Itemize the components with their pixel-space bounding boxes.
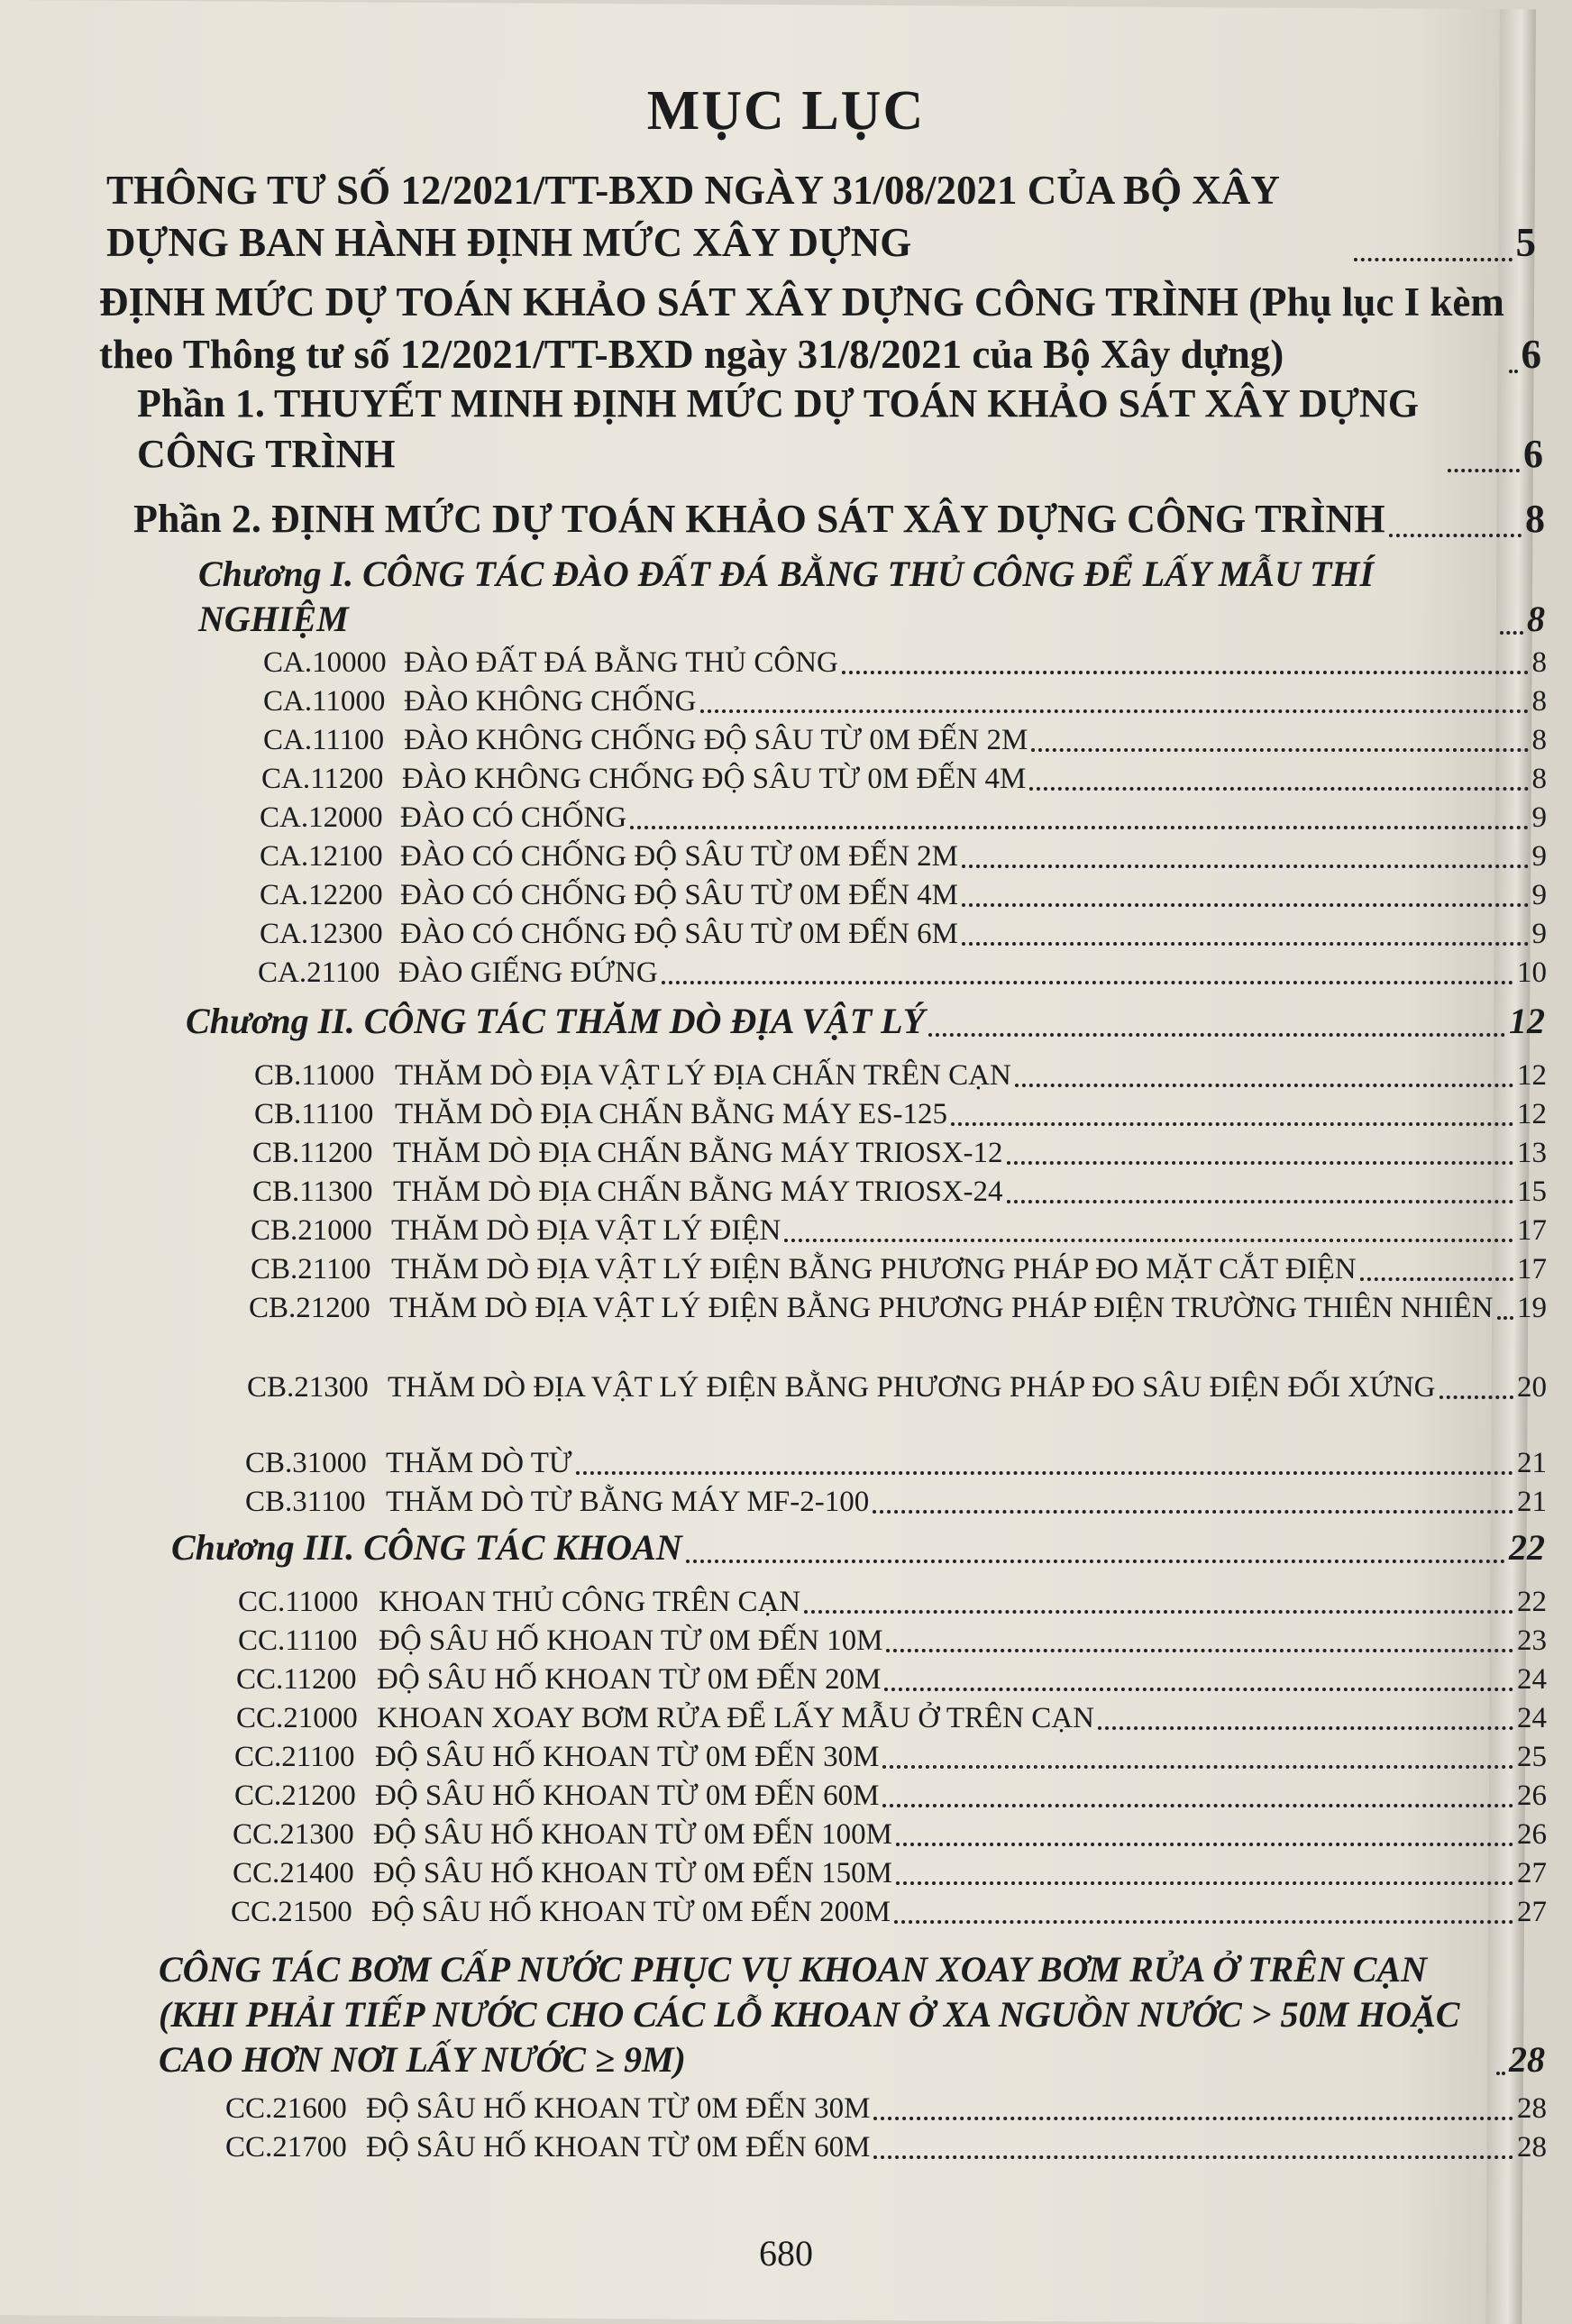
toc-entry [247,1368,1547,1406]
toc-entry [260,876,1547,914]
toc-entry [263,682,1547,720]
toc-entry-text: THĂM DÒ ĐỊA CHẤN BẰNG MÁY ES-125 [395,1098,947,1130]
toc-entry-page: 9 [1531,840,1547,873]
toc-entry [251,1212,1547,1249]
toc-entry-code: CB.21000 [251,1214,372,1247]
toc-entry-page: 9 [1531,918,1547,950]
leader-dots [951,1119,1513,1126]
toc-entry-code: CB.11200 [252,1137,373,1169]
toc-entry-page: 25 [1517,1741,1547,1773]
toc-entry [234,1738,1547,1776]
toc-entry-text: ĐÀO GIẾNG ĐỨNG [398,956,658,989]
leader-dots [896,1878,1513,1885]
toc-entry-page: 23 [1517,1624,1547,1657]
toc-entry-code: CB.21100 [251,1253,371,1286]
toc-entry-code: CC.11200 [236,1663,357,1696]
toc-entry [234,1777,1547,1815]
leader-dots [1497,1313,1513,1320]
toc-entry [260,799,1547,837]
toc-entry [99,276,1541,380]
toc-entry-page: 8 [1527,599,1545,639]
toc-entry-text: ĐÀO CÓ CHỐNG ĐỘ SÂU TỪ 0M ĐẾN 2M [400,840,959,873]
toc-entry-code: CB.11300 [252,1176,373,1208]
toc-entry-page: 21 [1517,1486,1547,1518]
toc-entry-code: CA.12000 [260,801,383,834]
toc-entry-code: CB.31100 [245,1486,366,1518]
leader-dots [1007,1196,1513,1203]
toc-entry-page: 6 [1523,432,1543,476]
leader-dots [686,1556,1505,1563]
toc-entry [236,1661,1547,1698]
leader-dots [884,1684,1513,1691]
toc-entry-code: CB.11100 [254,1098,374,1130]
toc-entry [231,1893,1547,1931]
toc-entry-text: THĂM DÒ ĐỊA VẬT LÝ ĐIỆN BẰNG PHƯƠNG PHÁP ĐO MẶT CẮT ĐIỆN [391,1253,1357,1286]
toc-entry-page: 24 [1517,1702,1547,1734]
toc-entry [251,1250,1547,1288]
leader-dots [886,1645,1513,1652]
leader-dots [896,1839,1513,1846]
toc-entry-page: 8 [1531,724,1547,756]
toc-entry-page: 6 [1521,332,1541,377]
toc-entry-text: ĐỘ SÂU HỐ KHOAN TỪ 0M ĐẾN 60M [375,1780,880,1812]
toc-entry-code: CC.21700 [225,2131,347,2164]
toc-entry-text: Chương I. CÔNG TÁC ĐÀO ĐẤT ĐÁ BẰNG THỦ CÔNG ĐỂ LẤY MẪU THÍ NGHIỆM [198,554,1384,639]
toc-entry [233,1816,1547,1853]
toc-entry [263,644,1547,682]
toc-entry-page: 24 [1517,1663,1547,1696]
leader-dots [576,1468,1514,1475]
leader-dots [962,900,1528,907]
leader-dots [894,1917,1513,1924]
toc-entry [249,1289,1547,1327]
toc-entry [233,1854,1547,1892]
toc-entry-code: CA.12200 [260,879,383,911]
toc-entry-text: THĂM DÒ ĐỊA VẬT LÝ ĐIỆN BẰNG PHƯƠNG PHÁP ĐO SÂU ĐIỆN ĐỐI XỨNG [388,1371,1436,1404]
toc-entry-code: CA.12300 [260,918,383,950]
toc-entry [225,2090,1547,2127]
toc-entry [225,2128,1547,2166]
toc-entry-text: THĂM DÒ ĐỊA VẬT LÝ ĐIỆN BẰNG PHƯƠNG PHÁP ĐIỆN TRƯỜNG THIÊN NHIÊN [389,1292,1494,1324]
toc-entry-text: ĐỊNH MỨC DỰ TOÁN KHẢO SÁT XÂY DỰNG CÔNG TRÌNH (Phụ lục I kèm theo Thông tư số 12/2021/TT-BXD ngày 31/8/2021 của Bộ Xây dựng) [99,279,1515,377]
toc-entry-page: 17 [1517,1253,1547,1286]
leader-dots [873,2113,1513,2120]
toc-entry [254,1057,1547,1094]
leader-dots [662,977,1513,984]
toc-entry-code: CC.21500 [231,1896,352,1928]
leader-dots [1354,254,1513,261]
toc-entry-text: ĐỘ SÂU HỐ KHOAN TỪ 0M ĐẾN 100M [373,1818,892,1851]
leader-dots [842,667,1529,674]
toc-entry-code: CC.11100 [238,1624,358,1657]
toc-entry-text: THĂM DÒ TỪ BẰNG MÁY MF-2-100 [386,1486,870,1518]
toc-entry-text: ĐỘ SÂU HỐ KHOAN TỪ 0M ĐẾN 150M [373,1857,892,1889]
toc-entry-page: 10 [1517,956,1547,989]
toc-entry-code: CC.21100 [234,1741,355,1773]
toc-entry-text: THĂM DÒ ĐỊA CHẤN BẰNG MÁY TRIOSX-24 [393,1176,1003,1208]
toc-entry-page: 22 [1509,1527,1545,1568]
toc-entry-text: KHOAN XOAY BƠM RỬA ĐỂ LẤY MẪU Ở TRÊN CẠN [377,1702,1094,1734]
toc-entry-text: ĐỘ SÂU HỐ KHOAN TỪ 0M ĐẾN 10M [379,1624,883,1657]
toc-entry-code: CC.21600 [225,2092,347,2125]
toc-entry-text: ĐÀO KHÔNG CHỐNG ĐỘ SÂU TỪ 0M ĐẾN 2M [404,724,1028,756]
toc-entry [137,379,1543,480]
toc-entry-page: 9 [1531,801,1547,834]
toc-entry-page: 27 [1517,1896,1547,1928]
leader-dots [1031,745,1528,752]
toc-entry-code: CC.21300 [233,1818,354,1851]
toc-entry [261,760,1547,798]
leader-dots [1439,1392,1513,1399]
toc-entry [159,1947,1545,2082]
leader-dots [1500,627,1523,635]
toc-entry-page: 13 [1517,1137,1547,1169]
leader-dots [630,822,1528,829]
toc-entry-text: Chương III. CÔNG TÁC KHOAN [171,1527,682,1568]
toc-entry-code: CB.21200 [249,1292,370,1324]
toc-entry-page: 12 [1517,1098,1547,1130]
toc-entry-page: 8 [1525,497,1545,541]
toc-entry-page: 8 [1531,646,1547,679]
leader-dots [873,1506,1513,1514]
toc-entry [171,1525,1545,1570]
toc-entry-page: 17 [1517,1214,1547,1247]
toc-entry-page: 15 [1517,1176,1547,1208]
toc-entry-text: THĂM DÒ TỪ [386,1447,572,1479]
toc-entry [252,1173,1547,1211]
toc-entry-text: ĐỘ SÂU HỐ KHOAN TỪ 0M ĐẾN 60M [366,2131,871,2164]
toc-entry [254,1095,1547,1133]
toc-entry [236,1699,1547,1737]
toc-entry-text: ĐÀO CÓ CHỐNG ĐỘ SÂU TỪ 0M ĐẾN 4M [400,879,959,911]
leader-dots [928,1029,1505,1037]
leader-dots [1029,783,1528,791]
toc-entry-page: 8 [1531,763,1547,795]
toc-entry-page: 12 [1509,1001,1545,1041]
leader-dots [882,1800,1513,1807]
leader-dots [1098,1723,1513,1730]
leader-dots [1509,366,1518,373]
toc-entry-page: 21 [1517,1447,1547,1479]
toc-entry-page: 9 [1531,879,1547,911]
toc-entry-text: ĐỘ SÂU HỐ KHOAN TỪ 0M ĐẾN 20M [377,1663,882,1696]
toc-entry [260,837,1547,875]
leader-dots [1007,1157,1513,1165]
leader-dots [1496,2068,1505,2075]
toc-title: MỤC LỤC [646,80,926,142]
toc-entry-text: ĐÀO CÓ CHỐNG [400,801,627,834]
toc-entry [260,915,1547,953]
toc-entry-text: CÔNG TÁC BƠM CẤP NƯỚC PHỤC VỤ KHOAN XOAY BƠM RỬA Ở TRÊN CẠN (KHI PHẢI TIẾP NƯỚC CHO CÁC LỖ KHOAN Ở XA NGUỒN NƯỚC > 50M HOẶC CAO HƠN NƠI LẤY NƯỚC ≥ 9M) [159,1949,1469,2080]
toc-entry [186,999,1545,1044]
toc-entry-text: ĐÀO KHÔNG CHỐNG ĐỘ SÂU TỪ 0M ĐẾN 4M [402,763,1027,795]
toc-entry [258,954,1547,992]
toc-entry-page: 22 [1517,1586,1547,1618]
toc-entry-page: 26 [1517,1780,1547,1812]
toc-entry-text: Phần 2. ĐỊNH MỨC DỰ TOÁN KHẢO SÁT XÂY DỰNG CÔNG TRÌNH [133,497,1385,541]
toc-entry-code: CA.11100 [263,724,385,756]
leader-dots [1360,1274,1513,1281]
leader-dots [784,1235,1513,1242]
toc-entry-code: CC.21200 [234,1780,356,1812]
toc-entry-page: 12 [1517,1059,1547,1092]
toc-entry-code: CA.21100 [258,956,380,989]
toc-entry-code: CB.31000 [245,1447,367,1479]
toc-entry-code: CA.11200 [261,763,384,795]
leader-dots [1015,1080,1513,1087]
toc-entry-text: ĐỘ SÂU HỐ KHOAN TỪ 0M ĐẾN 30M [366,2092,871,2125]
toc-entry-text: THĂM DÒ ĐỊA CHẤN BẰNG MÁY TRIOSX-12 [393,1137,1003,1169]
toc-entry-text: ĐÀO CÓ CHỐNG ĐỘ SÂU TỪ 0M ĐẾN 6M [400,918,959,950]
toc-entry [245,1444,1547,1482]
toc-entry-page: 28 [1517,2092,1547,2125]
toc-entry [263,721,1547,759]
toc-entry-page: 27 [1517,1857,1547,1889]
toc-entry [133,494,1545,544]
toc-entry [238,1622,1547,1660]
toc-entry [198,552,1545,642]
toc-entry-code: CB.11000 [254,1059,375,1092]
toc-entry-text: Phần 1. THUYẾT MINH ĐỊNH MỨC DỰ TOÁN KHẢO SÁT XÂY DỰNG CÔNG TRÌNH [137,381,1429,476]
toc-entry-code: CA.10000 [263,646,387,679]
toc-entry-text: ĐỘ SÂU HỐ KHOAN TỪ 0M ĐẾN 200M [371,1896,891,1928]
page-number: 680 [759,2233,813,2274]
toc-entry-text: Chương II. CÔNG TÁC THĂM DÒ ĐỊA VẬT LÝ [186,1001,926,1041]
toc-entry [245,1483,1547,1521]
leader-dots [1389,530,1522,537]
toc-entry-page: 20 [1517,1371,1547,1404]
leader-dots [1448,465,1520,472]
toc-entry-code: CB.21300 [247,1371,369,1404]
toc-entry-text: ĐÀO KHÔNG CHỐNG [404,685,697,718]
toc-entry [106,164,1536,269]
toc-entry-text: KHOAN THỦ CÔNG TRÊN CẠN [379,1586,801,1618]
toc-entry-text: THĂM DÒ ĐỊA VẬT LÝ ĐIỆN [391,1214,781,1247]
toc-entry-code: CC.21400 [233,1857,354,1889]
leader-dots [700,706,1529,713]
leader-dots [873,2152,1513,2159]
toc-entry-text: ĐÀO ĐẤT ĐÁ BẰNG THỦ CÔNG [404,646,838,679]
leader-dots [882,1761,1513,1769]
toc-entry-page: 8 [1531,685,1547,718]
toc-entry-page: 28 [1517,2131,1547,2164]
toc-entry-page: 28 [1509,2039,1545,2080]
leader-dots [804,1606,1513,1614]
toc-entry [252,1134,1547,1172]
toc-entry-page: 19 [1517,1292,1547,1324]
toc-entry-code: CA.11000 [263,685,386,718]
toc-entry-text: THĂM DÒ ĐỊA VẬT LÝ ĐỊA CHẤN TRÊN CẠN [395,1059,1011,1092]
toc-entry-text: THÔNG TƯ SỐ 12/2021/TT-BXD NGÀY 31/08/2021 CỦA BỘ XÂY DỰNG BAN HÀNH ĐỊNH MỨC XÂY DỰNG [106,168,1289,265]
leader-dots [962,938,1528,946]
toc-entry-text: ĐỘ SÂU HỐ KHOAN TỪ 0M ĐẾN 30M [375,1741,880,1773]
toc-entry-code: CA.12100 [260,840,383,873]
toc-entry-page: 26 [1517,1818,1547,1851]
toc-entry-code: CC.11000 [238,1586,359,1618]
toc-entry-code: CC.21000 [236,1702,358,1734]
leader-dots [962,861,1528,868]
toc-entry-page: 5 [1515,220,1536,265]
toc-entry [238,1583,1547,1621]
